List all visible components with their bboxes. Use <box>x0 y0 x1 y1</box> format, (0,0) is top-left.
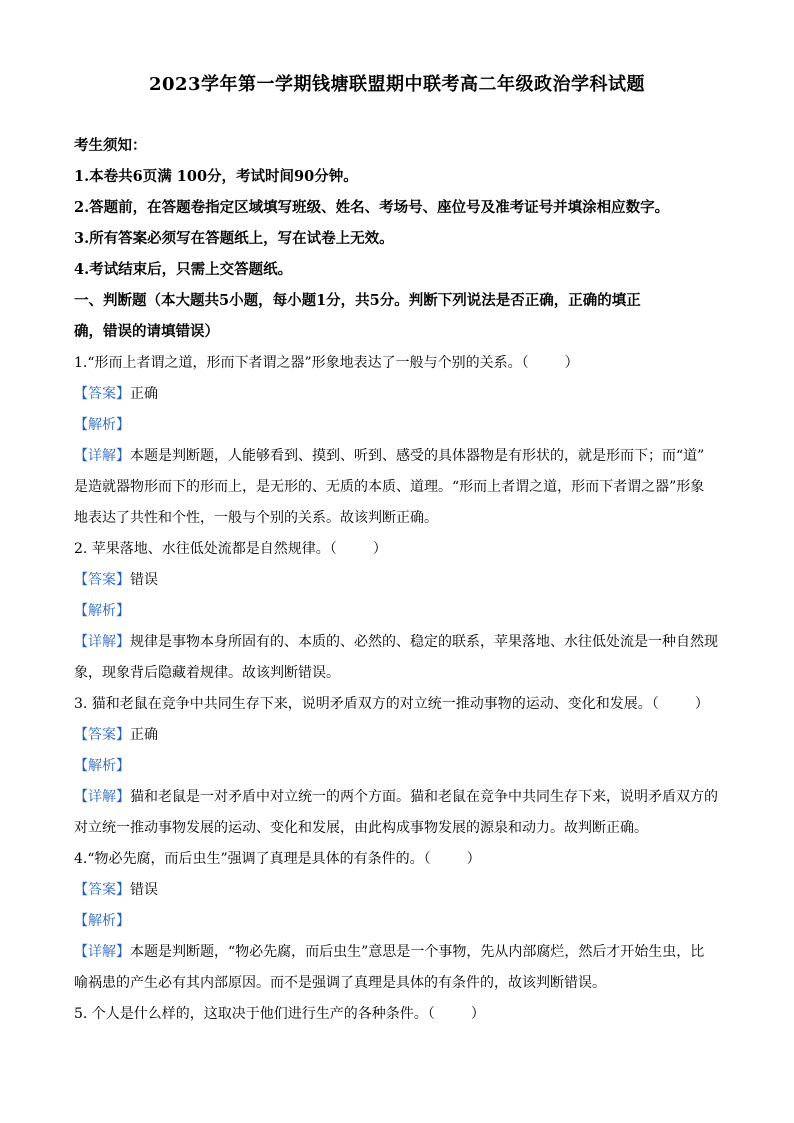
question-stem <box>74 1004 734 1024</box>
answer-line <box>74 384 734 404</box>
question-paren-close: ） <box>564 355 579 371</box>
answer-tag: 【答案】 <box>74 572 130 588</box>
answer-value: 正确 <box>130 386 158 402</box>
analysis-line <box>74 601 734 621</box>
detail-text: 本题是判断题，人能够看到、摸到、听到、感受的具体器物是有形状的，就是形而下；而“道” <box>130 448 705 464</box>
analysis-line <box>74 756 734 776</box>
question-text: 5. 个人是什么样的，这取决于他们进行生产的各种条件。（ <box>74 1006 435 1022</box>
question-text: 2. 苹果落地、水往低处流都是自然规律。（ <box>74 541 337 557</box>
question-text: 1.“形而上者谓之道，形而下者谓之器”形象地表达了一般与个别的关系。（ <box>74 355 529 371</box>
detail-text: 规律是事物本身所固有的、本质的、必然的、稳定的联系，苹果落地、水往低处流是一种自然现 <box>130 634 718 650</box>
question-paren-close: ） <box>372 541 387 557</box>
notice-heading: 考生须知： <box>74 137 147 154</box>
analysis-tag: 【解析】 <box>74 603 130 619</box>
detail-text: 象，现象背后隐藏着规律。故该判断错误。 <box>74 665 340 681</box>
question-paren-close: ） <box>466 851 481 867</box>
analysis-tag: 【解析】 <box>74 758 130 774</box>
detail-text: 地表达了共性和个性，一般与个别的关系。故该判断正确。 <box>74 510 438 526</box>
question-paren-close: ） <box>694 696 709 712</box>
answer-line <box>74 570 734 590</box>
analysis-line <box>74 911 734 931</box>
analysis-line <box>74 415 734 435</box>
detail-tag: 【详解】 <box>74 448 130 464</box>
question-text: 4.“物必先腐，而后虫生”强调了真理是具体的有条件的。（ <box>74 851 431 867</box>
analysis-tag: 【解析】 <box>74 913 130 929</box>
question-paren-close: ） <box>470 1006 485 1022</box>
answer-line <box>74 725 734 745</box>
detail-line <box>74 787 734 807</box>
answer-value: 错误 <box>130 882 158 898</box>
question-stem <box>74 353 734 373</box>
detail-tag: 【详解】 <box>74 634 130 650</box>
section-heading: 一、判断题（本大题共5小题，每小题1分，共5分。判断下列说法是否正确，正确的填正 <box>74 292 641 309</box>
notice-item: 2.答题前，在答题卷指定区域填写班级、姓名、考场号、座位号及准考证号并填涂相应数字。 <box>74 199 670 216</box>
question-text: 3. 猫和老鼠在竞争中共同生存下来，说明矛盾双方的对立统一推动事物的运动、变化和发展。（ <box>74 696 659 712</box>
question-stem <box>74 849 734 869</box>
detail-text: 喻祸患的产生必有其内部原因。而不是强调了真理是具体的有条件的，故该判断错误。 <box>74 975 606 991</box>
detail-line <box>74 632 734 652</box>
question-stem <box>74 539 734 559</box>
section-heading-cont: 确，错误的请填错误） <box>74 323 219 340</box>
detail-tag: 【详解】 <box>74 944 130 960</box>
detail-text: 是造就器物形而下的形而上，是无形的、无质的本质、道理。“形而上者谓之道，形而下者谓之器”形象 <box>74 479 705 495</box>
detail-line <box>74 942 734 962</box>
question-stem <box>74 694 734 714</box>
exam-title: 2023学年第一学期钱塘联盟期中联考高二年级政治学科试题 <box>148 74 646 95</box>
analysis-tag: 【解析】 <box>74 417 130 433</box>
detail-text: 对立统一推动事物发展的运动、变化和发展，由此构成事物发展的源泉和动力。故判断正确。 <box>74 820 648 836</box>
detail-text: 本题是判断题，“物必先腐，而后虫生”意思是一个事物，先从内部腐烂，然后才开始生虫，比 <box>130 944 705 960</box>
detail-text: 猫和老鼠是一对矛盾中对立统一的两个方面。猫和老鼠在竞争中共同生存下来，说明矛盾双方的 <box>130 789 718 805</box>
notice-item: 3.所有答案必须写在答题纸上，写在试卷上无效。 <box>74 230 394 247</box>
detail-line <box>74 446 734 466</box>
answer-value: 错误 <box>130 572 158 588</box>
answer-tag: 【答案】 <box>74 727 130 743</box>
notice-item: 4.考试结束后，只需上交答题纸。 <box>74 261 293 278</box>
notice-item: 1.本卷共6页满 100分，考试时间90分钟。 <box>74 168 358 185</box>
answer-line <box>74 880 734 900</box>
answer-tag: 【答案】 <box>74 882 130 898</box>
answer-value: 正确 <box>130 727 158 743</box>
answer-tag: 【答案】 <box>74 386 130 402</box>
detail-tag: 【详解】 <box>74 789 130 805</box>
